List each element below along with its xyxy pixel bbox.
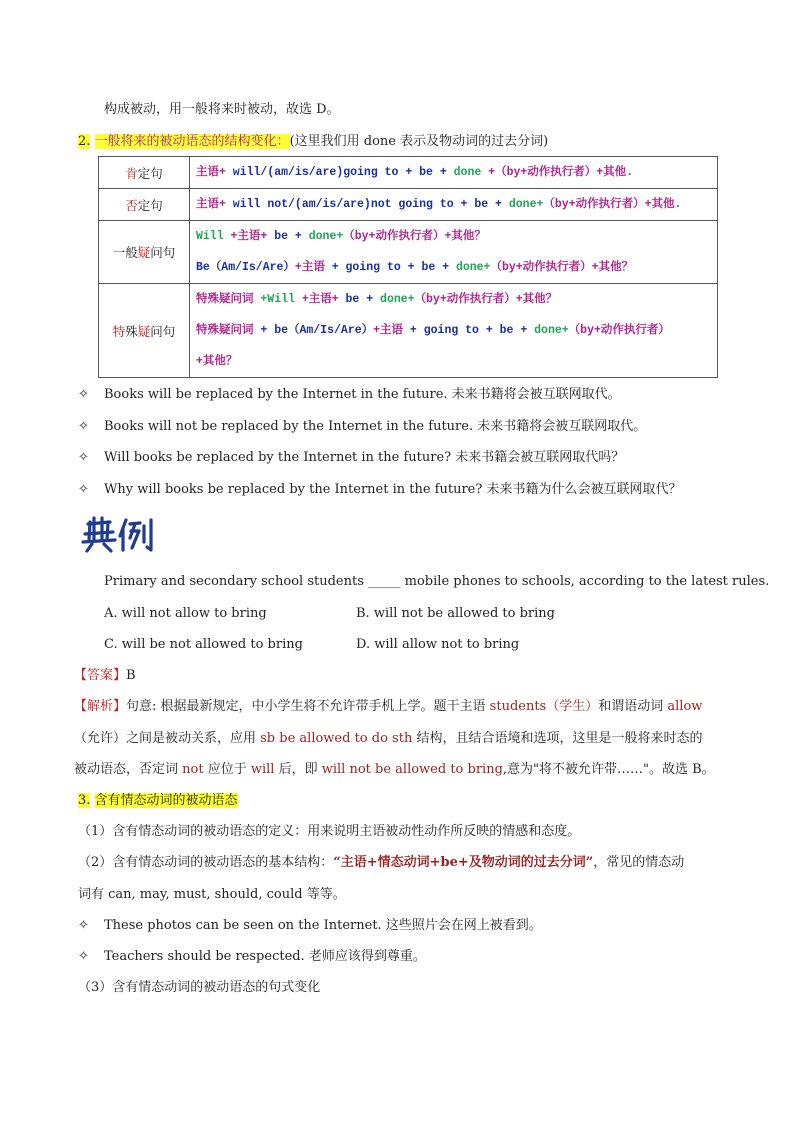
example-sentence: Books will be replaced by the Internet in the future. 未来书籍将会被互联网取代。 (104, 387, 621, 402)
section3-heading (78, 792, 238, 810)
question-stem: Primary and secondary school students _____ mobile phones to schools, according to the latest rules. (104, 574, 770, 589)
section2-note: (这里我们用 done 表示及物动词的过去分词) (289, 134, 549, 149)
section3-title: 含有情态动词的被动语态 (94, 793, 238, 808)
table-row-special-question (99, 284, 718, 378)
table-row-general-question (99, 221, 718, 284)
structure-table (98, 156, 718, 378)
option-b: B. will not be allowed to bring (356, 606, 555, 621)
section3-paragraph-2: （2）含有情态动词的被动语态的基本结构：“主语+情态动词+be+及物动词的过去分词”，常见的情态动 (78, 855, 685, 870)
example-logo (80, 514, 160, 558)
option-d: D. will allow not to bring (356, 637, 520, 652)
section2-number: 2. (78, 134, 91, 149)
bullet-icon: ✧ (78, 419, 89, 434)
example-sentence: Books will not be replaced by the Internet in the future. 未来书籍将会被互联网取代。 (104, 419, 647, 434)
option-c: C. will be not allowed to bring (104, 637, 303, 652)
answer-line (74, 667, 136, 685)
intro-text: 构成被动，用一般将来时被动，故选 D。 (104, 102, 340, 117)
example-sentence: Will books be replaced by the Internet in the future? 未来书籍会被互联网取代吗？ (104, 450, 625, 465)
analysis-line-1: 【解析】句意: 根据最新规定，中小学生将不允许带手机上学。题干主语 students（学生）和谓语动词 allow (74, 699, 703, 714)
analysis-line-3: 被动语态，否定词 not 应位于 will 后，即 will not be allowed to bring,意为"将不被允许带……"。故选 B。 (74, 762, 715, 777)
table-row-affirmative (99, 157, 718, 189)
row-label-negative: 否定句 (99, 189, 190, 221)
row-formula-special-question: 特殊疑问词 +Will +主语+ be + done+（by+动作执行者）+其他？ 特殊疑问词 + be（Am/Is/Are）+主语 + going to + be + done+（by+动作执行者） +其他？ (190, 284, 718, 378)
modal-example-sentence: These photos can be seen on the Internet. 这些照片会在网上被看到。 (104, 918, 542, 933)
example-sentence: Why will books be replaced by the Internet in the future? 未来书籍为什么会被互联网取代？ (104, 482, 682, 497)
row-label-affirmative: 肯定句 (99, 157, 190, 189)
answer-tag: 【答案】 (74, 668, 127, 683)
section3-paragraph-2-cont: 词有 can, may, must, should, could 等等。 (78, 887, 346, 902)
row-label-general-question: 一般疑问句 (99, 221, 190, 284)
intro-line (104, 101, 340, 119)
analysis-line-2: （允许）之间是被动关系，应用 sb be allowed to do sth 结构，且结合语境和选项，这里是一般将来时态的 (74, 731, 703, 746)
row-formula-affirmative: 主语+ will/(am/is/are)going to + be + done +（by+动作执行者）+其他. (190, 157, 718, 189)
section2-heading (78, 133, 548, 151)
bullet-icon: ✧ (78, 949, 89, 964)
section3-number: 3. (78, 793, 91, 808)
bullet-icon: ✧ (78, 387, 89, 402)
row-formula-general-question: Will +主语+ be + done+（by+动作执行者）+其他？ Be（Am/Is/Are）+主语 + going to + be + done+（by+动作执行者）+其他？ (190, 221, 718, 284)
answer-value: B (126, 668, 136, 683)
section3-paragraph-1: （1）含有情态动词的被动语态的定义：用来说明主语被动性动作所反映的情感和态度。 (78, 824, 581, 839)
bullet-icon: ✧ (78, 918, 89, 933)
section3-paragraph-3: （3）含有情态动词的被动语态的句式变化 (78, 980, 321, 995)
table-row-negative (99, 189, 718, 221)
row-formula-negative: 主语+ will not/(am/is/are)not going to + be + done+（by+动作执行者）+其他. (190, 189, 718, 221)
option-a: A. will not allow to bring (104, 606, 267, 621)
row-label-special-question: 特殊疑问句 (99, 284, 190, 378)
analysis-tag: 【解析】 (74, 699, 127, 714)
bullet-icon: ✧ (78, 482, 89, 497)
modal-example-sentence: Teachers should be respected. 老师应该得到尊重。 (104, 949, 426, 964)
bullet-icon: ✧ (78, 450, 89, 465)
example-logo-icon (80, 514, 160, 554)
section2-title: 一般将来的被动语态的结构变化： (94, 134, 290, 149)
